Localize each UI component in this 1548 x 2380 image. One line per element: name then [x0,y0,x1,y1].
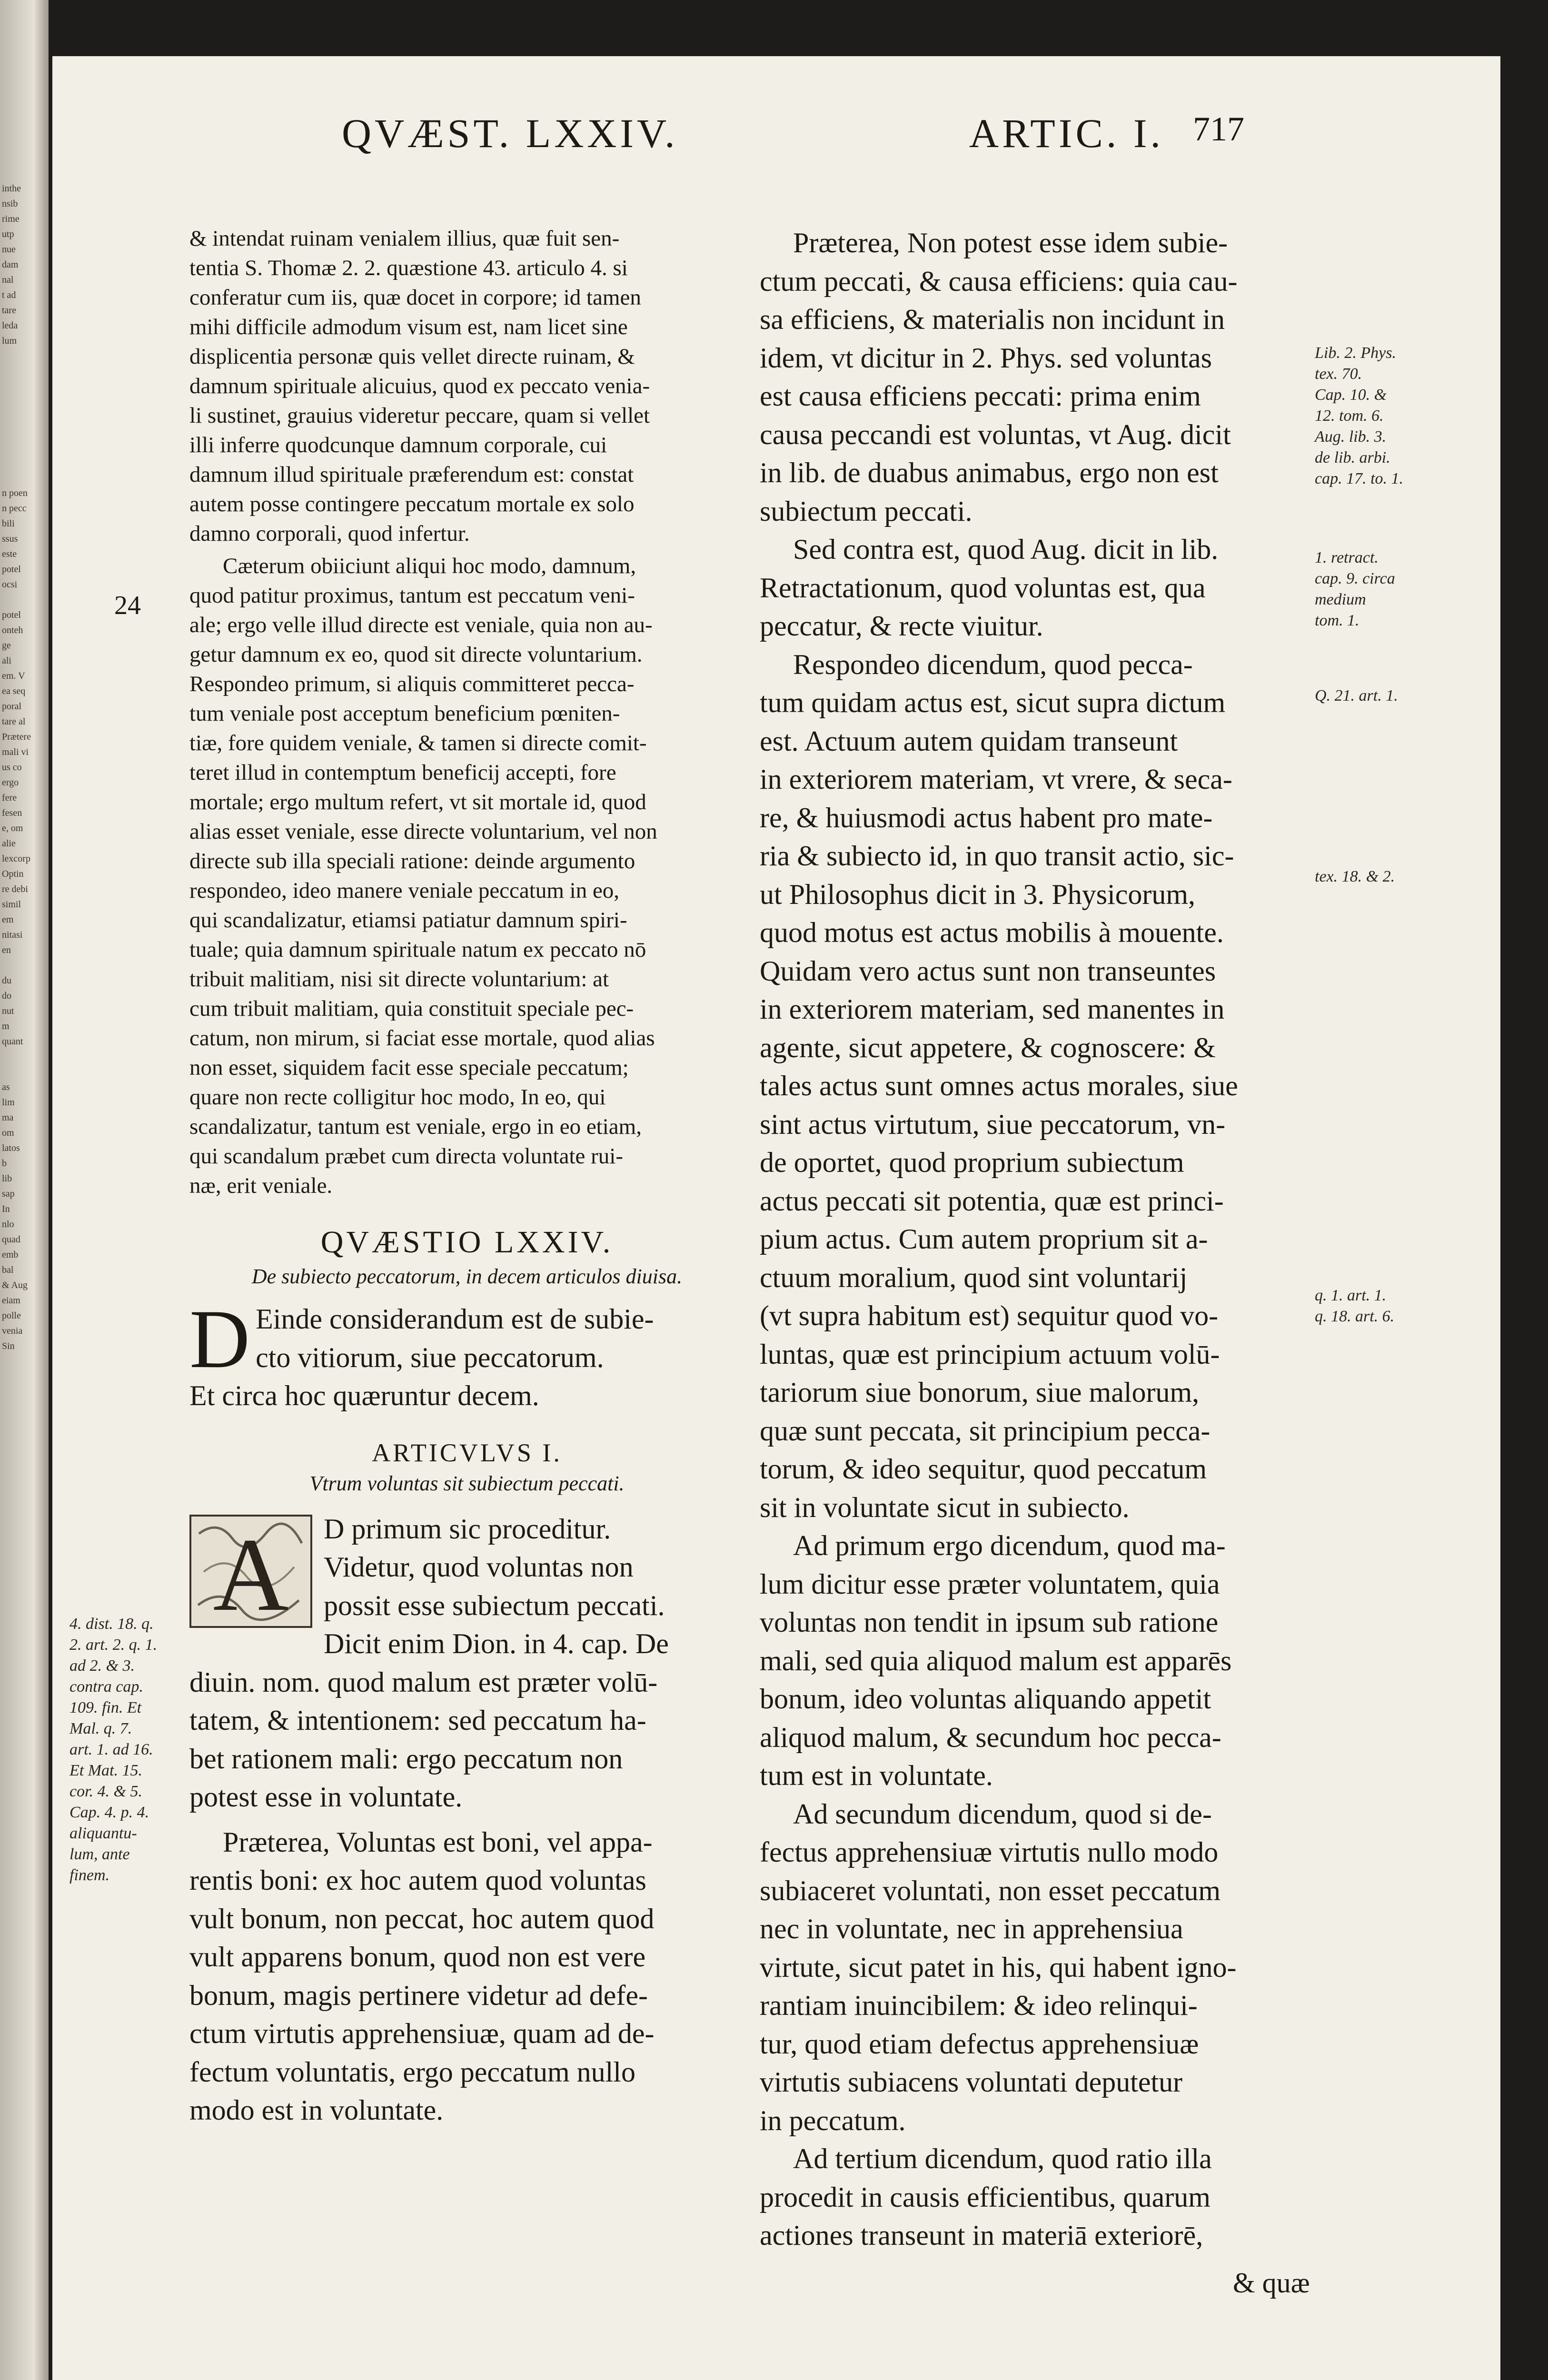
text-line: voluntas non tendit in ipsum sub ratione [760,1606,1219,1638]
text-line: sa efficiens, & materialis non incidunt in [760,304,1225,335]
running-head-right: ARTIC. I. [969,110,1164,156]
text-line: ctum virtutis apprehensiuæ, quam ad de- [189,2018,655,2049]
quaestio-intro [189,1293,744,1415]
text-line: non esset, siquidem facit esse speciale peccatum; [189,1055,629,1080]
text-line: bonum, magis pertinere videtur ad defe- [189,1979,648,2011]
ornamental-initial-a [189,1515,312,1628]
text-line: procedit in causis efficientibus, quarum [760,2181,1211,2213]
text-line: Einde considerandum est de subie- [256,1303,654,1335]
page-number: 717 [1193,110,1244,148]
text-line: Videtur, quod voluntas non [324,1551,634,1583]
text-line: directe sub illa speciali ratione: deinde argumento [189,849,635,873]
text-line: cum tribuit malitiam, quia constituit speciale pec- [189,996,634,1021]
text-line: virtute, sicut patet in his, qui habent igno- [760,1951,1237,1983]
text-line: potest esse in voluntate. [189,1781,463,1813]
text-line: mortale; ergo multum refert, vt sit mortale id, quod [189,790,646,814]
text-line: tatem, & intentionem: sed peccatum ha- [189,1705,646,1736]
text-line: modo est in voluntate. [189,2094,444,2126]
text-line: sit in voluntate sicut in subiecto. [760,1491,1130,1523]
text-line: & intendat ruinam venialem illius, quæ fuit sen- [189,226,620,251]
marginal-note-tex18: tex. 18. & 2. [1315,868,1395,885]
text-line: tribuit malitiam, nisi sit directe voluntarium: at [189,967,609,992]
text-line: torum, & ideo sequitur, quod peccatum [760,1453,1207,1485]
text-line: Respondeo primum, si aliquis committeret pecca- [189,672,635,696]
marginal-note-q1-q18: q. 1. art. 1. q. 18. art. 6. [1315,1287,1395,1325]
text-line: tentia S. Thomæ 2. 2. quæstione 43. articulo 4. si [189,256,628,280]
text-line: est causa efficiens peccati: prima enim [760,380,1201,412]
quaestio-subtitle: De subiecto peccatorum, in decem articulos diuisa. [251,1265,683,1288]
text-line: vult bonum, non peccat, hoc autem quod [189,1903,655,1934]
drop-cap-d: D [189,1293,250,1386]
text-line: Ad primum ergo dicendum, quod ma- [793,1530,1226,1561]
text-line: damno corporali, quod infertur. [189,521,470,546]
text-line: Retractationum, quod voluntas est, qua [760,572,1206,604]
text-line: Ad tertium dicendum, quod ratio illa [793,2143,1212,2174]
marginal-note-left-references: 4. dist. 18. q. 2. art. 2. q. 1. ad 2. & 3. contra cap. 109. fin. Et Mal. q. 7. art. 1. ad 16. Et Mat. 15. cor. 4. & 5. Cap. 4. p. 4. aliquantu- lum, ante finem. [69,1615,158,1884]
text-line: Sed contra est, quod Aug. dicit in lib. [793,534,1219,565]
text-line: aliquod malum, & secundum hoc pecca- [760,1721,1221,1753]
text-line: nec in voluntate, nec in apprehensiua [760,1913,1183,1944]
left-objection-paragraph [189,551,744,1200]
text-line: tariorum siue bonorum, siue malorum, [760,1377,1200,1408]
text-line: mali, sed quia aliquod malum est apparēs [760,1645,1232,1676]
text-line: pium actus. Cum autem proprium sit a- [760,1223,1208,1255]
text-line: bonum, ideo voluntas aliquando appetit [760,1683,1211,1715]
text-line: diuin. nom. quod malum est præter volū- [189,1666,658,1698]
text-line: sint actus virtutum, siue peccatorum, vn- [760,1108,1226,1140]
text-line: in exteriorem materiam, sed manentes in [760,993,1225,1025]
marginal-note-physics: Lib. 2. Phys. tex. 70. Cap. 10. & 12. tom. 6. Aug. lib. 3. de lib. arbi. cap. 17. to. 1. [1315,344,1404,487]
text-line: quod motus est actus mobilis à mouente. [760,917,1224,948]
text-line: luntas, quæ est principium actuum volū- [760,1338,1220,1370]
text-line: cto vitiorum, siue peccatorum. [256,1341,604,1373]
text-line: in peccatum. [760,2104,906,2136]
text-line: est. Actuum autem quidam transeunt [760,725,1178,757]
text-line: quod patitur proximus, tantum est peccatum veni- [189,583,635,608]
text-line: tiæ, fore quidem veniale, & tamen si directe comit- [189,731,647,755]
text-line: fectum voluntatis, ergo peccatum nullo [189,2056,635,2088]
text-line: Præterea, Voluntas est boni, vel appa- [223,1826,653,1858]
text-line: tales actus sunt omnes actus morales, siue [760,1070,1238,1101]
article-objection-two [189,1823,744,2130]
margin-mark: 24 [114,591,141,620]
text-line: tum quidam actus est, sicut supra dictum [760,687,1226,718]
text-line: in lib. de duabus animabus, ergo non est [760,457,1219,488]
text-line: tur, quod etiam defectus apprehensiuæ [760,2028,1199,2060]
text-line: quæ sunt peccata, sit principium pecca- [760,1415,1211,1447]
previous-page-fragments: inthe nsib rime utp nue dam nal t ad tare leda lum n poen n pecc bili ssus este potel ocsi potel onteh ge ali em. V ea seq poral tare al Prætere mali vi us co ergo fere fesen e, om alie lexcorp Optin re debi simil em nitasi en du do nut m quant as lim ma om latos b lib sap In nlo quad emb bal & Aug eiam polle venia Sin [2,183,31,1351]
text-line: tum veniale post acceptum beneficium pœniten- [189,701,620,726]
ornamental-initial-letter: A [213,1516,289,1628]
text-line: damnum spirituale alicuius, quod ex peccato venia- [189,374,650,398]
text-line: agente, sicut appetere, & cognoscere: & [760,1031,1216,1063]
text-line: alias esset veniale, esse directe voluntarium, vel non [189,819,657,844]
text-line: Respondeo dicendum, quod pecca- [793,648,1193,680]
text-line: ale; ergo velle illud directe est veniale, quia non au- [189,613,653,637]
text-line: ctum peccati, & causa efficiens: quia cau- [760,265,1238,297]
text-line: qui scandalizatur, etiamsi patiatur damnum spiri- [189,908,627,932]
text-line: qui scandalum præbet cum directa voluntate rui- [189,1144,623,1169]
text-line: actiones transeunt in materiā exteriorē, [760,2220,1203,2251]
text-line: peccatur, & recte viuitur. [760,610,1043,642]
text-line: næ, erit veniale. [189,1173,333,1198]
text-line: lum dicitur esse præter voluntatem, quia [760,1568,1220,1600]
left-column [189,224,744,2130]
text-line: bet rationem mali: ergo peccatum non [189,1743,623,1775]
text-line: scandalizatur, tantum est veniale, ergo in eo etiam, [189,1114,642,1139]
article-objection-one [189,1510,744,1816]
text-line: subiaceret voluntati, non esset peccatum [760,1874,1221,1906]
text-line: respondeo, ideo manere veniale peccatum in eo, [189,878,620,903]
quaestio-title: QVÆSTIO LXXIV. [320,1225,614,1259]
text-line: rentis boni: ex hoc autem quod voluntas [189,1864,646,1896]
text-line: Ad secundum dicendum, quod si de- [793,1798,1212,1830]
text-line: damnum illud spirituale præferendum est: constat [189,462,634,487]
text-line: Dicit enim Dion. in 4. cap. De [324,1628,669,1659]
text-line: teret illud in contemptum beneficij accepti, fore [189,760,616,785]
text-line: de oportet, quod proprium subiectum [760,1147,1184,1178]
text-line: D primum sic proceditur. [324,1513,611,1545]
text-line: tuale; quia damnum spirituale natum ex peccato nō [189,937,646,962]
catchword: & quæ [1233,2267,1310,2299]
text-line: idem, vt dicitur in 2. Phys. sed voluntas [760,342,1212,374]
text-line: autem posse contingere peccatum mortale ex solo [189,492,635,516]
article-title: ARTICVLVS I. [372,1438,562,1467]
text-line: ctuum moralium, quod sint voluntarij [760,1261,1188,1293]
marginal-note-retractationes: 1. retract. cap. 9. circa medium tom. 1. [1315,549,1395,629]
text-line: subiectum peccati. [760,495,972,527]
text-line: displicentia personæ quis vellet directe ruinam, & [189,344,635,369]
text-line: conferatur cum iis, quæ docet in corpore; id tamen [189,285,641,310]
text-line: (vt supra habitum est) sequitur quod vo- [760,1300,1219,1331]
text-line: fectus apprehensiuæ virtutis nullo modo [760,1836,1219,1868]
quaestio-intro-text [189,1293,744,1415]
right-column [760,224,1306,2255]
text-line: li sustinet, grauius videretur peccare, quam si vellet [189,403,650,428]
article-subtitle: Vtrum voluntas sit subiectum peccati. [309,1471,625,1495]
text-line: ut Philosophus dicit in 3. Physicorum, [760,878,1196,910]
text-line: Præterea, Non potest esse idem subie- [793,227,1228,258]
text-line: in exteriorem materiam, vt vrere, & seca- [760,764,1232,795]
text-line: ria & subiecto id, in quo transit actio, sic- [760,840,1234,872]
left-continuation-paragraph [189,224,744,548]
text-line: rantiam inuincibilem: & ideo relinqui- [760,1990,1198,2021]
text-line: Et circa hoc quæruntur decem. [189,1380,539,1411]
text-line: causa peccandi est voluntas, vt Aug. dicit [760,418,1231,450]
text-line: mihi difficile admodum visum est, nam licet sine [189,315,628,339]
running-head-left: QVÆST. LXXIV. [342,110,678,156]
text-line: vult apparens bonum, quod non est vere [189,1941,646,1973]
text-line: re, & huiusmodi actus habent pro mate- [760,802,1213,833]
text-line: getur damnum ex eo, quod sit directe voluntarium. [189,642,643,667]
text-line: tum est in voluntate. [760,1760,993,1791]
text-line: catum, non mirum, si faciat esse mortale, quod alias [189,1026,655,1051]
text-line: virtutis subiacens voluntati deputetur [760,2066,1183,2098]
text-line: actus peccati sit potentia, quæ est princi- [760,1185,1224,1217]
text-line: Cæterum obiiciunt aliqui hoc modo, damnum, [223,554,636,578]
marginal-note-q21: Q. 21. art. 1. [1315,687,1398,704]
text-line: possit esse subiectum peccati. [324,1589,665,1621]
text-line: Quidam vero actus sunt non transeuntes [760,955,1216,987]
previous-page-edge [0,0,49,2380]
text-line: quare non recte colligitur hoc modo, In eo, qui [189,1085,606,1110]
text-line: illi inferre quodcunque damnum corporale, cui [189,433,607,457]
